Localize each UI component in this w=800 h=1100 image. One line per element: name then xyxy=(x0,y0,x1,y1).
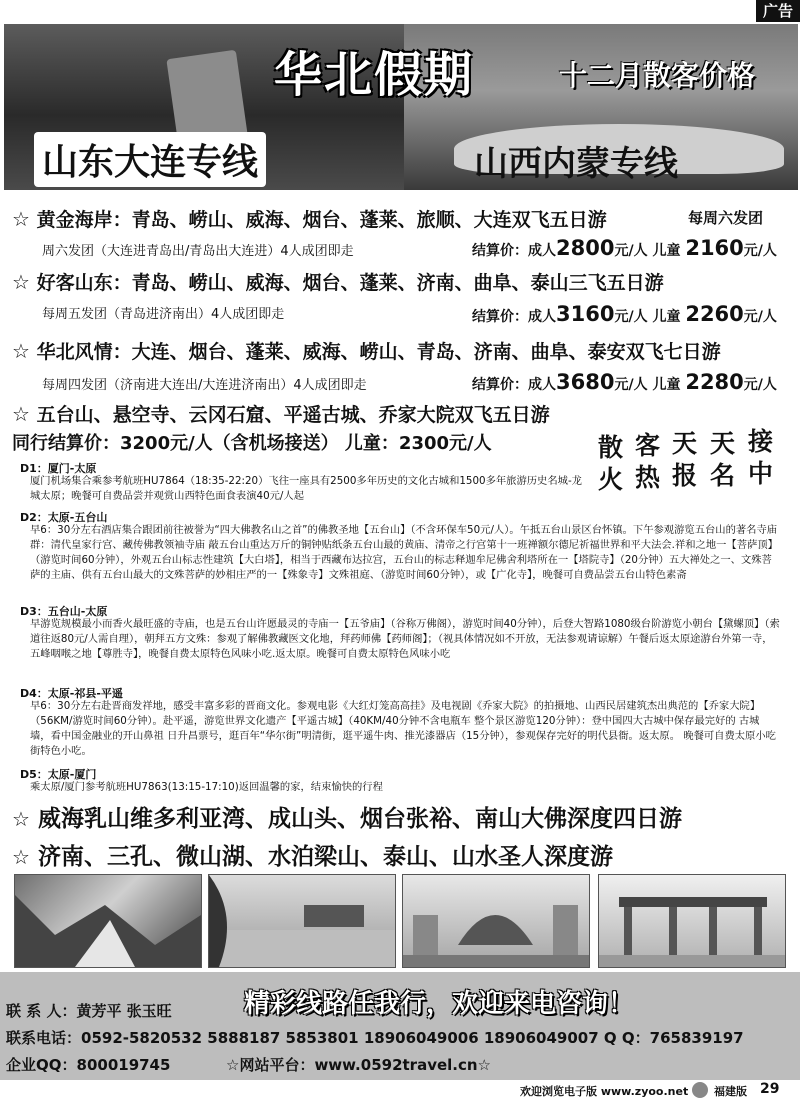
tag-word: 热 xyxy=(635,463,661,492)
tag-word: 中 xyxy=(748,459,774,488)
page-number: 29 xyxy=(760,1081,780,1097)
day-4-title: D4：太原-祁县-平遥 xyxy=(20,687,123,700)
site-url[interactable]: 欢迎浏览电子版 www.zyoo.net xyxy=(520,1085,689,1098)
wutai-title: ☆ 五台山、悬空寺、云冈石窟、平遥古城、乔家大院双飞五日游 xyxy=(12,402,550,426)
wutai-peer-price: 同行结算价：3200元/人（含机场接送） 儿童：2300元/人 xyxy=(12,433,492,454)
slogan: 精彩线路任我行，欢迎来电咨询！ xyxy=(244,989,635,1019)
photo-sculpture-art xyxy=(403,875,589,967)
tag-word: 火 xyxy=(598,465,624,494)
banner-subtitle: 十二月散客价格 xyxy=(559,59,756,92)
photo-valley xyxy=(14,874,202,968)
day-3-title: D3：五台山-太原 xyxy=(20,605,108,618)
tag-word: 名 xyxy=(710,461,736,490)
tour-2-price: 结算价：成人3160元/人 儿童 2260元/人 xyxy=(472,302,777,326)
star-icon: ☆ xyxy=(12,339,30,363)
photo-gate-art xyxy=(599,875,785,967)
ad-tag: 广告 xyxy=(756,0,800,22)
star-icon: ☆ xyxy=(12,845,30,869)
extra-tour-1: ☆ 威海乳山维多利亚湾、成山头、烟台张裕、南山大佛深度四日游 xyxy=(12,806,682,832)
brand-circle-icon xyxy=(692,1082,708,1098)
banner-right-line: 山西内蒙专线 xyxy=(474,144,678,184)
contact-persons: 联 系 人：黄芳平 张玉旺 xyxy=(6,1002,172,1020)
contact-phones: 联系电话：0592-5820532 5888187 5853801 18906049006 18906049007 Q Q：765839197 xyxy=(6,1029,744,1047)
day-2-title: D2：太原-五台山 xyxy=(20,511,108,524)
tour-1-title: ☆ 黄金海岸：青岛、崂山、威海、烟台、蓬莱、旅顺、大连双飞五日游 xyxy=(12,207,607,231)
tour-3-price: 结算价：成人3680元/人 儿童 2280元/人 xyxy=(472,370,777,394)
banner-left-line: 山东大连专线 xyxy=(34,132,266,187)
banner-title: 华北假期 xyxy=(274,47,475,103)
company-qq: 企业QQ：800019745 xyxy=(6,1056,171,1074)
photo-lake xyxy=(208,874,396,968)
tour-2-title: ☆ 好客山东：青岛、崂山、威海、烟台、蓬莱、济南、曲阜、泰山三飞五日游 xyxy=(12,270,664,294)
day-2-text: 早6：30分左右酒店集合跟团前往被誉为“四大佛教名山之首”的佛教圣地【五台山】（不含环保车50元/人）。午抵五台山景区台怀镇。下午参观游览五台山的著名寺庙群：清代皇家行宫、藏传佛教领袖寺庙 敲五台山重达万斤的铜钟贴纸条五台山最的黄庙、清帝之行宫第十一班禅额尔德尼祈福世界和平大法会.祥和之地一【菩萨顶】（游览时间60分钟），外观五台山标志性建筑【大白塔】，相当于西藏布达拉宫，五台山的标志释迦牟尼佛舍利塔所在一【塔院寺】（20分钟）五大禅处之一、文殊菩萨的主庙、供有五台山最大的文殊菩萨的妙相庄严的一【殊象寺】文殊祖庭、（游览时间60分钟），或【广化寺】，晚餐可自费品尝五台山特色素斋 xyxy=(30,524,778,581)
star-icon: ☆ xyxy=(12,207,30,231)
day-1-title: D1：厦门-太原 xyxy=(20,462,97,475)
tag-word: 客 xyxy=(635,431,661,460)
tag-word: 接 xyxy=(748,427,774,456)
tag-word: 天 xyxy=(710,429,736,458)
photo-gate xyxy=(598,874,786,968)
website[interactable]: ☆网站平台：www.0592travel.cn☆ xyxy=(226,1056,492,1074)
bottom-bar xyxy=(0,1081,800,1100)
photo-sculpture xyxy=(402,874,590,968)
day-5-title: D5：太原-厦门 xyxy=(20,768,97,781)
tour-1-schedule: 每周六发团 xyxy=(688,209,764,227)
tour-2-note: 每周五发团（青岛进济南出）4人成团即走 xyxy=(42,307,285,322)
tour-1-price: 结算价：成人2800元/人 儿童 2160元/人 xyxy=(472,236,777,260)
tag-word: 散 xyxy=(598,433,624,462)
day-1-text: 厦门机场集合乘参考航班HU7864（18:35-22:20）飞往一座具有2500多年历史的文化古城和1500多年旅游历史名城-龙城太原；晚餐可自费品尝并观赏山西特色面食表演40元/人起 xyxy=(30,475,582,502)
day-5-text: 乘太原/厦门参考航班HU7863(13:15-17:10)返回温馨的家，结束愉快的行程 xyxy=(30,781,383,793)
tour-1-note: 周六发团（大连进青岛出/青岛出大连进）4人成团即走 xyxy=(42,244,354,259)
star-icon: ☆ xyxy=(12,270,30,294)
day-3-text: 早游览规模最小而香火最旺盛的寺庙，也是五台山许愿最灵的寺庙一【五爷庙】（谷称万佛阁），游览时间40分钟），后登大智路1080级台阶游览小朝台【黛螺顶】（索道往返80元/人需自理），朝拜五方文殊：参观了解佛教藏医文化地，拜药师佛【药师阁】；（视具体情况如不开放，无法参观请谅解）午餐后返太原途游台外第一寺，五峰咽喉之地【尊胜寺】，晚餐自费太原特色风味小吃.返太原。晚餐可自费太原特色风味小吃 xyxy=(30,618,780,660)
photo-valley-art xyxy=(15,875,201,967)
banner xyxy=(4,24,798,190)
photo-lake-art xyxy=(209,875,395,967)
tag-word: 天 xyxy=(672,429,698,458)
tour-3-title: ☆ 华北风情：大连、烟台、蓬莱、威海、崂山、青岛、济南、曲阜、泰安双飞七日游 xyxy=(12,339,721,363)
tour-3-note: 每周四发团（济南进大连出/大连进济南出）4人成团即走 xyxy=(42,378,367,393)
tag-word: 报 xyxy=(672,461,698,490)
star-icon: ☆ xyxy=(12,402,30,426)
edition: 福建版 xyxy=(714,1085,747,1098)
day-4-text: 早6：30分左右赴晋商发祥地，感受丰富多彩的晋商文化。参观电影《大红灯笼高高挂》及电视剧《乔家大院》的拍摄地、山西民居建筑杰出典范的【乔家大院】（56KM/游览时间60分钟）。赴平遥，游览世界文化遗产【平遥古城】（40KM/40分钟不含电瓶车 整个景区游览120分钟）：登中国四大古城中保存最完好的 古城墙，看中国金融业的开山鼻祖 日升昌票号，逛百年“华尔街”明清街，逛平遥牛肉、推光漆器店（15分钟），参观保存完好的明代县衙。返太原。 晚餐可自费太原小吃街特色小吃。 xyxy=(30,700,776,757)
extra-tour-2: ☆ 济南、三孔、微山湖、水泊梁山、泰山、山水圣人深度游 xyxy=(12,844,613,870)
star-icon: ☆ xyxy=(12,807,30,831)
